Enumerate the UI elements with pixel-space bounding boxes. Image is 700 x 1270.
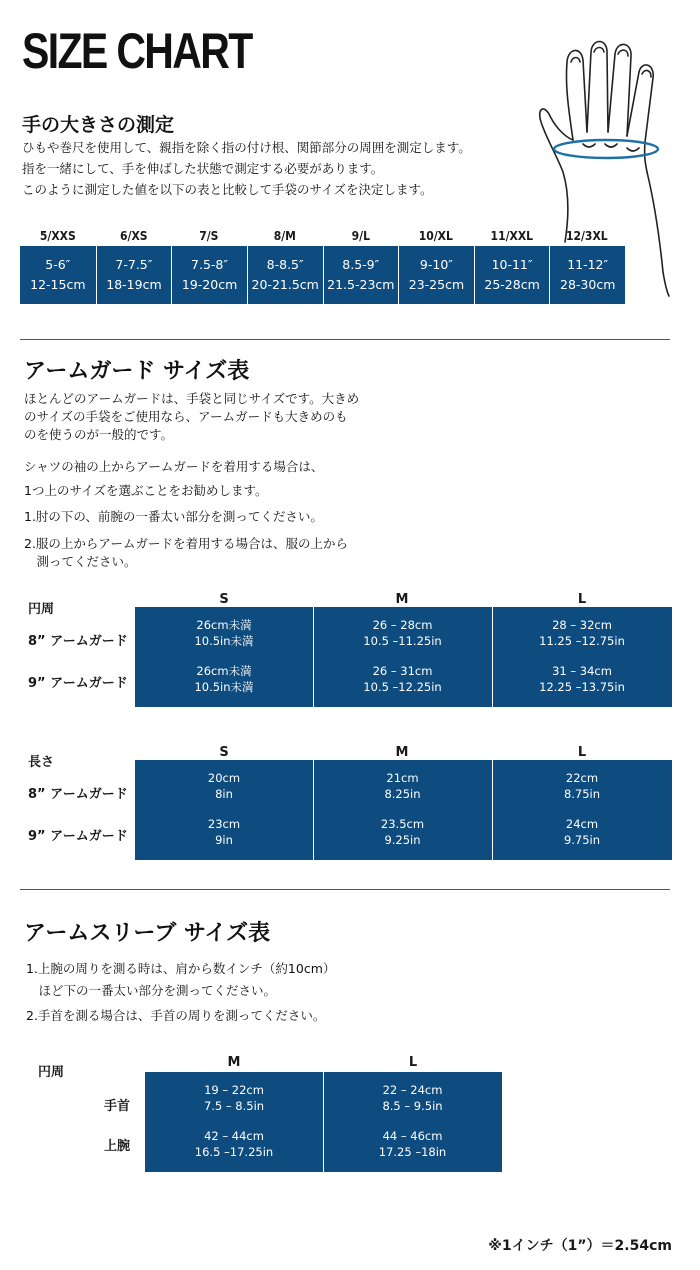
armguard-text-line: のサイズの手袋をご使用なら、アームガードも大きめのも [24, 409, 348, 424]
column-header: L [408, 1055, 418, 1070]
inch-value: 10.5 –11.25in [363, 634, 442, 648]
table-cell [313, 657, 492, 701]
cm-value: 28 – 32cm [552, 618, 612, 632]
inch-value: 9.25in [384, 833, 421, 847]
armguard-circumference-table [28, 592, 672, 712]
inch-value: 7-7.5″ [115, 257, 153, 272]
column-header: M [395, 592, 409, 607]
armsleeve-heading: アームスリーブ サイズ表 [24, 921, 271, 946]
inch-value: 10.5in未満 [194, 680, 254, 694]
glove-size-label: 10/XL [418, 229, 454, 243]
armguard-heading: アームガード サイズ表 [24, 359, 250, 384]
glove-size-cell [323, 246, 399, 304]
inch-value: 8in [215, 787, 233, 801]
inch-value: 11-12″ [567, 257, 609, 272]
table-cell [492, 611, 672, 655]
inch-value: 9in [215, 833, 233, 847]
glove-size-label: 9/L [351, 229, 370, 243]
inch-value: 9.75in [563, 833, 601, 847]
cm-value: 21.5-23cm [327, 277, 395, 292]
hand-section-heading: 手の大きさの測定 [22, 114, 175, 136]
glove-size-table [20, 226, 625, 304]
armsleeve-step-2: 2.手首を測る場合は、手首の周りを測ってください。 [26, 1008, 326, 1023]
cm-value: 23-25cm [408, 277, 465, 292]
armsleeve-table [38, 1055, 508, 1180]
glove-size-cell [398, 246, 474, 304]
armguard-text-line: 1つ上のサイズを選ぶことをお勧めします。 [24, 483, 268, 498]
hand-text-line: ひもや巻尺を使用して、親指を除く指の付け根、関節部分の周囲を測定します。 [22, 140, 471, 155]
row-label: 9” アームガード [28, 829, 128, 844]
cm-value: 25-28cm [484, 277, 540, 292]
cm-value: 28-30cm [560, 277, 616, 292]
cm-value: 22 – 24cm [382, 1083, 443, 1097]
table-corner-label: 円周 [28, 602, 55, 617]
table-body [135, 607, 672, 707]
inch-value: 8.25in [384, 787, 421, 801]
armsleeve-text-line: 1.上腕の周りを測る時は、肩から数インチ（約10cm） [26, 961, 336, 976]
glove-size-label: 11/XXL [490, 229, 533, 243]
cm-value: 12-15cm [30, 277, 86, 292]
armguard-length-table [28, 745, 672, 865]
cm-value: 24cm [565, 817, 599, 831]
glove-size-cell [247, 246, 323, 304]
cm-value: 19-20cm [181, 277, 238, 292]
glove-size-label: 12/3XL [566, 229, 609, 243]
cm-value: 26cm未満 [196, 664, 252, 678]
row-label: 上腕 [104, 1139, 131, 1154]
table-cell [323, 1122, 502, 1166]
armguard-intro [24, 390, 359, 444]
cm-value: 21cm [386, 771, 419, 785]
table-body [145, 1072, 502, 1172]
cm-value: 26cm未満 [196, 618, 252, 632]
section-divider [20, 339, 670, 340]
inch-value: 8-8.5″ [266, 257, 304, 272]
table-cell [135, 764, 313, 808]
glove-size-header-row [20, 226, 625, 246]
table-cell [323, 1076, 502, 1120]
glove-size-label: 8/M [273, 229, 296, 243]
section-divider [20, 889, 670, 890]
inch-value: 7.5 – 8.5in [203, 1099, 265, 1113]
cm-value: 31 – 34cm [552, 664, 612, 678]
table-cell [135, 810, 313, 854]
cm-value: 19 – 22cm [204, 1083, 264, 1097]
armguard-text-line: 測ってください。 [24, 554, 137, 569]
glove-size-cell [96, 246, 172, 304]
armsleeve-step-1 [26, 958, 335, 1002]
row-label: 9” アームガード [28, 676, 128, 691]
column-header: S [219, 745, 229, 760]
cm-value: 22cm [565, 771, 599, 785]
inch-value: 10-11″ [491, 257, 533, 272]
glove-size-cell [474, 246, 550, 304]
table-corner-label: 長さ [28, 755, 55, 770]
table-cell [313, 764, 492, 808]
armguard-text-line: ほとんどのアームガードは、手袋と同じサイズです。大きめ [24, 391, 360, 406]
column-header: S [219, 592, 229, 607]
table-cell [313, 810, 492, 854]
table-cell [145, 1122, 323, 1166]
column-header: L [577, 745, 587, 760]
hand-text-line: このように測定した値を以下の表と比較して手袋のサイズを決定します。 [22, 182, 433, 197]
armsleeve-text-line: ほど下の一番太い部分を測ってください。 [26, 983, 277, 998]
glove-size-cell [20, 246, 96, 304]
inch-value: 7.5-8″ [191, 257, 229, 272]
table-body [135, 760, 672, 860]
table-cell [145, 1076, 323, 1120]
page-title: SIZE CHART [22, 23, 252, 79]
row-label: 8” アームガード [28, 634, 128, 649]
inch-value: 8.5-9″ [342, 257, 380, 272]
glove-size-cell [549, 246, 625, 304]
armguard-step-2 [24, 535, 348, 571]
armguard-text-line: のを使うのが一般的です。 [24, 427, 174, 442]
inch-value: 10.5 –12.25in [363, 680, 442, 694]
cm-value: 23.5cm [380, 817, 425, 831]
column-header: L [577, 592, 587, 607]
armguard-text-line: 2.服の上からアームガードを着用する場合は、服の上から [24, 536, 349, 551]
table-cell [492, 657, 672, 701]
column-header: M [395, 745, 409, 760]
inch-value: 8.75in [563, 787, 601, 801]
cm-value: 23cm [207, 817, 241, 831]
cm-value: 44 – 46cm [382, 1129, 443, 1143]
cm-value: 26 – 28cm [372, 618, 433, 632]
armguard-note [24, 455, 323, 503]
inch-conversion-note: ※1インチ（1”）＝2.54cm [488, 1238, 672, 1254]
hand-text-line: 指を一緒にして、手を伸ばした状態で測定する必要があります。 [22, 161, 384, 176]
inch-value: 11.25 –12.75in [539, 634, 625, 648]
inch-value: 12.25 –13.75in [539, 680, 625, 694]
table-corner-label: 円周 [38, 1065, 65, 1080]
inch-value: 9-10″ [419, 257, 453, 272]
table-cell [135, 657, 313, 701]
cm-value: 18-19cm [106, 277, 162, 292]
row-label: 8” アームガード [28, 787, 128, 802]
table-cell [313, 611, 492, 655]
inch-value: 8.5 – 9.5in [382, 1099, 443, 1113]
inch-value: 10.5in未満 [194, 634, 254, 648]
table-cell [135, 611, 313, 655]
table-cell [492, 764, 672, 808]
cm-value: 26 – 31cm [372, 664, 433, 678]
inch-value: 5-6″ [45, 257, 71, 272]
inch-value: 16.5 –17.25in [194, 1145, 274, 1159]
glove-size-value-row [20, 246, 625, 304]
glove-size-label: 7/S [199, 229, 219, 243]
armguard-step-1: 1.肘の下の、前腕の一番太い部分を測ってください。 [24, 509, 323, 524]
armguard-text-line: シャツの袖の上からアームガードを着用する場合は、 [24, 459, 324, 474]
inch-value: 17.25 –18in [378, 1145, 447, 1159]
glove-size-label: 6/XS [119, 229, 148, 243]
glove-size-cell [171, 246, 247, 304]
row-label: 手首 [104, 1099, 131, 1114]
hand-section-text [22, 137, 471, 200]
table-cell [492, 810, 672, 854]
cm-value: 20-21.5cm [251, 277, 319, 292]
cm-value: 42 – 44cm [204, 1129, 264, 1143]
column-header: M [227, 1055, 241, 1070]
cm-value: 20cm [207, 771, 241, 785]
glove-size-label: 5/XXS [39, 229, 76, 243]
